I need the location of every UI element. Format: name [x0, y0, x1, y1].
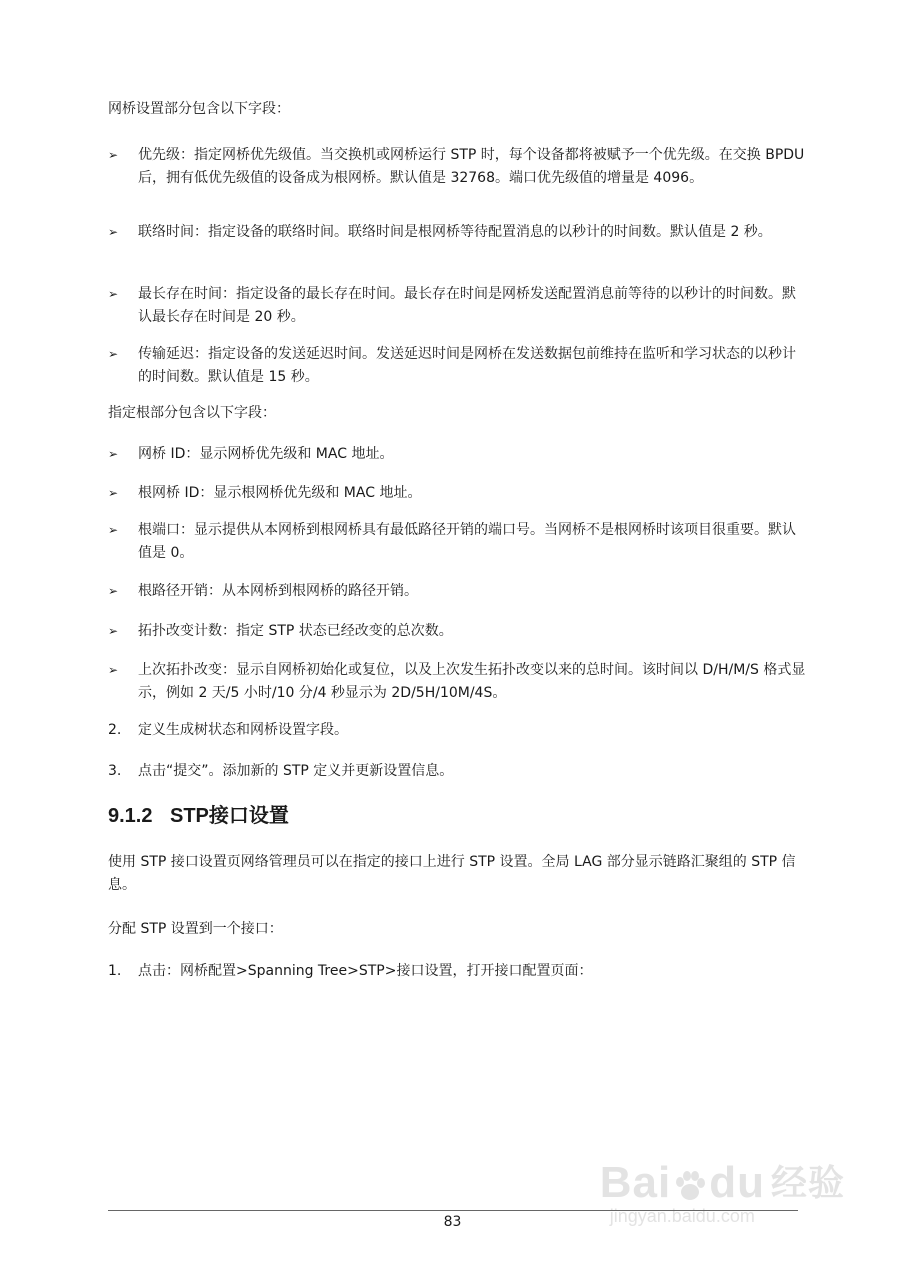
root-field-bridge-id — [108, 443, 808, 466]
bridge-field-priority — [108, 144, 808, 190]
bullet-arrow-icon: ➢ — [108, 347, 119, 361]
bullet-arrow-icon: ➢ — [108, 584, 119, 598]
list-item-text: 上次拓扑改变：显示自网桥初始化或复位，以及上次发生拓扑改变以来的总时间。该时间以 D/H/M/S 格式显示，例如 2 天/5 小时/10 分/4 秒显示为 2D/5H/10M/4S。 — [138, 662, 806, 701]
root-field-root-port — [108, 519, 808, 565]
step-text: 点击“提交”。添加新的 STP 定义并更新设置信息。 — [138, 763, 454, 779]
bridge-field-forward-delay — [108, 343, 808, 389]
step-3 — [108, 760, 808, 783]
step-1 — [108, 960, 808, 983]
bullet-arrow-icon: ➢ — [108, 148, 119, 162]
bullet-arrow-icon: ➢ — [108, 447, 119, 461]
watermark-brand-left: Bai — [599, 1158, 672, 1207]
assign-intro: 分配 STP 设置到一个接口： — [108, 921, 283, 937]
list-item-text: 网桥 ID：显示网桥优先级和 MAC 地址。 — [138, 446, 394, 462]
bullet-arrow-icon: ➢ — [108, 287, 119, 301]
list-item-text: 优先级：指定网桥优先级值。当交换机或网桥运行 STP 时，每个设备都将被赋予一个优先级。在交换 BPDU 后，拥有低优先级值的设备成为根网桥。默认值是 32768。端口优先级值的增量是 4096。 — [138, 147, 805, 186]
root-field-last-topology-change — [108, 659, 808, 705]
step-number: 1. — [108, 963, 122, 979]
bullet-arrow-icon: ➢ — [108, 663, 119, 677]
bullet-arrow-icon: ➢ — [108, 624, 119, 638]
root-field-root-bridge-id — [108, 482, 808, 505]
list-item-text: 根路径开销：从本网桥到根网桥的路径开销。 — [138, 583, 418, 599]
list-item-text: 传输延迟：指定设备的发送延迟时间。发送延迟时间是网桥在发送数据包前维持在监听和学习状态的以秒计的时间数。默认值是 15 秒。 — [138, 346, 796, 385]
section-number: 9.1.2 — [108, 805, 153, 827]
bullet-arrow-icon: ➢ — [108, 225, 119, 239]
section-heading — [108, 802, 289, 830]
list-item-text: 根网桥 ID：显示根网桥优先级和 MAC 地址。 — [138, 485, 422, 501]
bullet-arrow-icon: ➢ — [108, 486, 119, 500]
section-paragraph: 使用 STP 接口设置页网络管理员可以在指定的接口上进行 STP 设置。全局 LAG 部分显示链路汇聚组的 STP 信息。 — [108, 854, 796, 893]
list-item-text: 拓扑改变计数：指定 STP 状态已经改变的总次数。 — [138, 623, 453, 639]
root-intro: 指定根部分包含以下字段： — [108, 405, 276, 421]
footer-divider — [108, 1210, 798, 1211]
paw-icon — [673, 1166, 707, 1200]
section-title: STP接口设置 — [170, 805, 289, 827]
root-field-topology-change-count — [108, 620, 808, 643]
step-number: 2. — [108, 722, 122, 738]
list-item-text: 根端口：显示提供从本网桥到根网桥具有最低路径开销的端口号。当网桥不是根网桥时该项目很重要。默认值是 0。 — [138, 522, 796, 561]
step-2 — [108, 719, 808, 742]
bridge-intro: 网桥设置部分包含以下字段： — [108, 101, 290, 117]
list-item-text: 最长存在时间：指定设备的最长存在时间。最长存在时间是网桥发送配置消息前等待的以秒计的时间数。默认最长存在时间是 20 秒。 — [138, 286, 796, 325]
watermark-logo — [600, 1160, 845, 1206]
page-number: 83 — [443, 1214, 462, 1230]
step-number: 3. — [108, 763, 122, 779]
watermark-url: jingyan.baidu.com — [609, 1206, 755, 1226]
bridge-field-hello-time — [108, 221, 808, 244]
root-field-root-path-cost — [108, 580, 808, 603]
bridge-field-max-age — [108, 283, 808, 329]
step-text: 点击：网桥配置>Spanning Tree>STP>接口设置，打开接口配置页面： — [138, 963, 593, 979]
watermark-brand-right: du — [709, 1158, 765, 1207]
watermark-brand-cn: 经验 — [770, 1162, 845, 1203]
step-text: 定义生成树状态和网桥设置字段。 — [138, 722, 348, 738]
list-item-text: 联络时间：指定设备的联络时间。联络时间是根网桥等待配置消息的以秒计的时间数。默认值是 2 秒。 — [138, 224, 772, 240]
bullet-arrow-icon: ➢ — [108, 523, 119, 537]
